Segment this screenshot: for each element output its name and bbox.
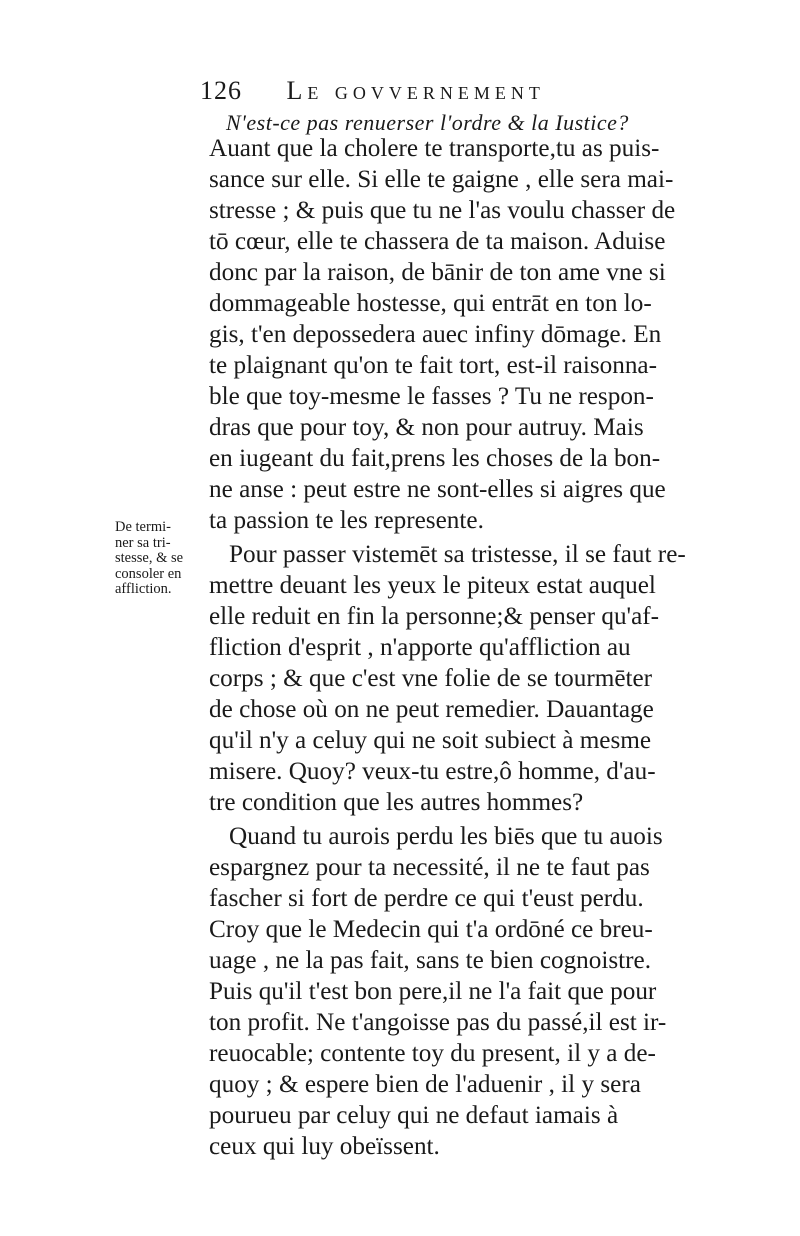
text-line: elle reduit en fin la personne;& penser qu'af- bbox=[209, 603, 660, 630]
text-line: fliction d'esprit , n'apporte qu'affliction au bbox=[209, 634, 631, 661]
text-line: corps ; & que c'est vne folie de se tourmēter bbox=[209, 665, 653, 692]
body-text bbox=[209, 133, 689, 1162]
text-line: ne anse : peut estre ne sont-elles si aigres que bbox=[209, 476, 666, 503]
marginal-note bbox=[115, 520, 210, 598]
text-line: fascher si fort de perdre ce qui t'eust perdu. bbox=[209, 885, 644, 912]
marginal-note-line: consoler en bbox=[115, 565, 182, 582]
paragraph-sadness bbox=[209, 539, 689, 818]
text-line: te plaignant qu'on te fait tort, est-il raisonna- bbox=[209, 352, 657, 379]
text-line: uage , ne la pas fait, sans te bien cognoistre. bbox=[209, 947, 652, 974]
text-line: misere. Quoy? veux-tu estre,ô homme, d'au- bbox=[209, 758, 656, 785]
text-line: ceux qui luy obeïssent. bbox=[209, 1133, 440, 1160]
text-line: dras que pour toy, & non pour autruy. Mais bbox=[209, 414, 644, 441]
text-line: ble que toy-mesme le fasses ? Tu ne respon- bbox=[209, 383, 654, 410]
marginal-note-line: affliction. bbox=[115, 581, 172, 597]
text-line: mettre deuant les yeux le piteux estat auquel bbox=[209, 572, 656, 599]
marginal-note-line: De termi- bbox=[115, 519, 171, 535]
paragraph-loss bbox=[209, 821, 689, 1162]
marginal-note-line: stesse, & se bbox=[115, 550, 184, 566]
text-line: Croy que le Medecin qui t'a ordōné ce breu- bbox=[209, 916, 653, 943]
text-line: gis, t'en depossedera auec infiny dōmage. En bbox=[209, 321, 662, 348]
text-line: reuocable; contente toy du present, il y a de- bbox=[209, 1040, 656, 1067]
text-line: Puis qu'il t'est bon pere,il ne l'a fait que pour bbox=[209, 978, 657, 1005]
text-line: qu'il n'y a celuy qui ne soit subiect à mesme bbox=[209, 727, 652, 754]
text-line: de chose où on ne peut remedier. Dauantage bbox=[209, 696, 654, 723]
text-line: stresse ; & puis que tu ne l'as voulu chasser de bbox=[209, 197, 676, 224]
text-line: ton profit. Ne t'angoisse pas du passé,il est ir- bbox=[209, 1009, 667, 1036]
running-title: Le govvernement bbox=[286, 76, 545, 105]
running-head bbox=[200, 76, 660, 110]
text-line: Pour passer vistemēt sa tristesse, il se faut re- bbox=[229, 541, 686, 568]
text-line: sance sur elle. Si elle te gaigne , elle sera mai- bbox=[209, 166, 674, 193]
text-line: en iugeant du fait,prens les choses de la bon- bbox=[209, 445, 661, 472]
text-line: pourueu par celuy qui ne defaut iamais à bbox=[209, 1102, 619, 1129]
text-line: ta passion te les represente. bbox=[209, 507, 484, 534]
marginal-note-line: ner sa tri- bbox=[115, 534, 171, 551]
text-line: donc par la raison, de bānir de ton ame vne si bbox=[209, 259, 666, 286]
section-title: N'est-ce pas renuerser l'ordre & la Iustice? bbox=[226, 110, 629, 135]
paragraph-anger bbox=[209, 133, 689, 536]
text-line: tre condition que les autres hommes? bbox=[209, 789, 584, 816]
page-number: 126 bbox=[200, 76, 242, 105]
text-line: dommageable hostesse, qui entrāt en ton lo- bbox=[209, 290, 652, 317]
text-line: Quand tu aurois perdu les biēs que tu auois bbox=[229, 823, 663, 850]
text-line: quoy ; & espere bien de l'aduenir , il y sera bbox=[209, 1071, 641, 1098]
text-line: Auant que la cholere te transporte,tu as puis- bbox=[209, 135, 660, 162]
text-line: espargnez pour ta necessité, il ne te faut pas bbox=[209, 854, 650, 881]
text-line: tō cœur, elle te chassera de ta maison. Aduise bbox=[209, 228, 666, 255]
